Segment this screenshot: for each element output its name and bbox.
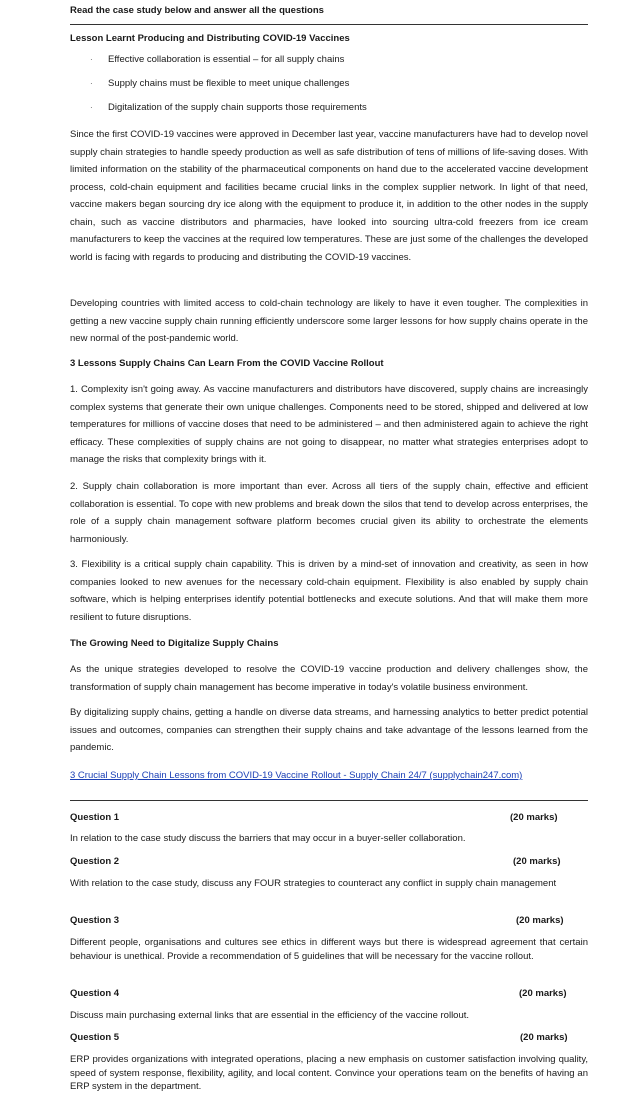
- lesson-heading: Lesson Learnt Producing and Distributing COVID-19 Vaccines: [70, 33, 350, 44]
- bullet-text: Digitalization of the supply chain supports those requirements: [108, 102, 367, 113]
- question-marks: (20 marks): [510, 812, 558, 823]
- bullet-dot-icon: ·: [90, 79, 93, 88]
- lesson-bullet-list: [90, 52, 367, 124]
- question-1-text: In relation to the case study discuss the barriers that may occur in a buyer-seller collaboration.: [70, 833, 466, 844]
- bullet-item: [90, 100, 367, 124]
- question-5-header: [70, 1030, 588, 1046]
- question-4-text: Discuss main purchasing external links that are essential in the efficiency of the vaccine rollout.: [70, 1010, 470, 1021]
- bullet-item: [90, 52, 367, 76]
- header-divider: [70, 24, 588, 25]
- question-marks: (20 marks): [520, 1032, 568, 1043]
- question-title: Question 4: [70, 988, 120, 999]
- source-link[interactable]: 3 Crucial Supply Chain Lessons from COVID-19 Vaccine Rollout - Supply Chain 24/7 (supplychain247.com): [70, 770, 523, 781]
- question-marks: (20 marks): [516, 915, 564, 926]
- lesson-paragraph: 2. Supply chain collaboration is more important than ever. Across all tiers of the supply chain, effective and efficient collaboration is essential. To cope with new problems and break down the silos that tend to develop across enterprises, the role of a supply chain management software platform becomes crucial given its ability to orchestrate the elements harmoniously.: [70, 481, 588, 545]
- digitalize-paragraph: As the unique strategies developed to resolve the COVID-19 vaccine production and delivery challenges show, the transformation of supply chain management has become imperative in today's volatile business environment.: [70, 664, 588, 693]
- bullet-text: Effective collaboration is essential – for all supply chains: [108, 54, 345, 65]
- question-title: Question 3: [70, 915, 120, 926]
- question-2-header: [70, 854, 588, 870]
- instruction-heading: Read the case study below and answer all the questions: [70, 5, 324, 16]
- bullet-text: Supply chains must be flexible to meet unique challenges: [108, 78, 350, 89]
- question-3-header: [70, 913, 588, 929]
- intro-paragraph: Developing countries with limited access to cold-chain technology are likely to have it even tougher. The complexities in getting a new vaccine supply chain running efficiently underscore some larger lessons for how supply chains operate in the new normal of the post-pandemic world.: [70, 298, 588, 344]
- question-5-text: ERP provides organizations with integrated operations, placing a new emphasis on customer satisfaction involving quality, speed of system response, flexibility, agility, and local content. Convince your operations team on the benefits of having an ERP system in the department.: [70, 1054, 588, 1092]
- digitalize-paragraph: By digitalizing supply chains, getting a handle on diverse data streams, and harnessing analytics to better predict potential issues and outcomes, companies can strengthen their supply chains and take advantage of the lessons learned from the pandemic.: [70, 707, 588, 753]
- question-2-text: With relation to the case study, discuss any FOUR strategies to counteract any conflict in supply chain management: [70, 878, 557, 889]
- question-1-header: [70, 810, 588, 826]
- question-marks: (20 marks): [513, 856, 561, 867]
- question-title: Question 1: [70, 812, 120, 823]
- bullet-item: [90, 76, 367, 100]
- lesson-paragraph: 1. Complexity isn't going away. As vaccine manufacturers and distributors have discovered, supply chains are increasingly complex systems that generate their own unique challenges. Components need to be stored, shipped and delivered at low temperatures for millions of vaccine doses that need to be administered – and then administered again to achieve the right efficacy. These complexities of supply chains are not going to disappear, no matter what strategies enterprises adopt to manage the risks that complexity brings with it.: [70, 384, 588, 465]
- bullet-dot-icon: ·: [90, 103, 93, 112]
- lessons-heading: 3 Lessons Supply Chains Can Learn From the COVID Vaccine Rollout: [70, 358, 384, 369]
- question-4-header: [70, 986, 588, 1002]
- lesson-paragraph: 3. Flexibility is a critical supply chain capability. This is driven by a mind-set of innovation and creativity, as seen in how companies looked to new avenues for the necessary cold-chain equipment. Flexibility is also enabled by supply chain software, which is helping enterprises identify potential bottlenecks and execute solutions. And that will make them more resilient to future disruptions.: [70, 559, 588, 623]
- question-title: Question 2: [70, 856, 120, 867]
- digitalize-heading: The Growing Need to Digitalize Supply Chains: [70, 638, 279, 649]
- question-marks: (20 marks): [519, 988, 567, 999]
- intro-paragraph: Since the first COVID-19 vaccines were approved in December last year, vaccine manufacturers have had to develop novel supply chain strategies to handle speedy production as well as safe distribution of tens of millions of life-saving doses. With limited information on the stability of the pharmaceutical components on hand due to the accelerated vaccine development process, cold-chain equipment and facilities became crucial links in the complex supplier network. In light of that need, vaccine makers began sourcing dry ice along with the equipment to produce it, in addition to the other nodes in the supply chain, such as vaccine distributors and pharmacies, have looked into sourcing ultra-cold freezers from ice cream manufacturers to keep the vaccines at the required low temperatures. These are just some of the challenges the developed world is facing with regards to producing and distributing the COVID-19 vaccines.: [70, 129, 589, 263]
- bullet-dot-icon: ·: [90, 55, 93, 64]
- questions-divider: [70, 800, 588, 801]
- question-title: Question 5: [70, 1032, 120, 1043]
- question-3-text: Different people, organisations and cultures see ethics in different ways but there is widespread agreement that certain behaviour is unethical. Provide a recommendation of 5 guidelines that will be necessary for the vaccine rollout.: [70, 937, 588, 962]
